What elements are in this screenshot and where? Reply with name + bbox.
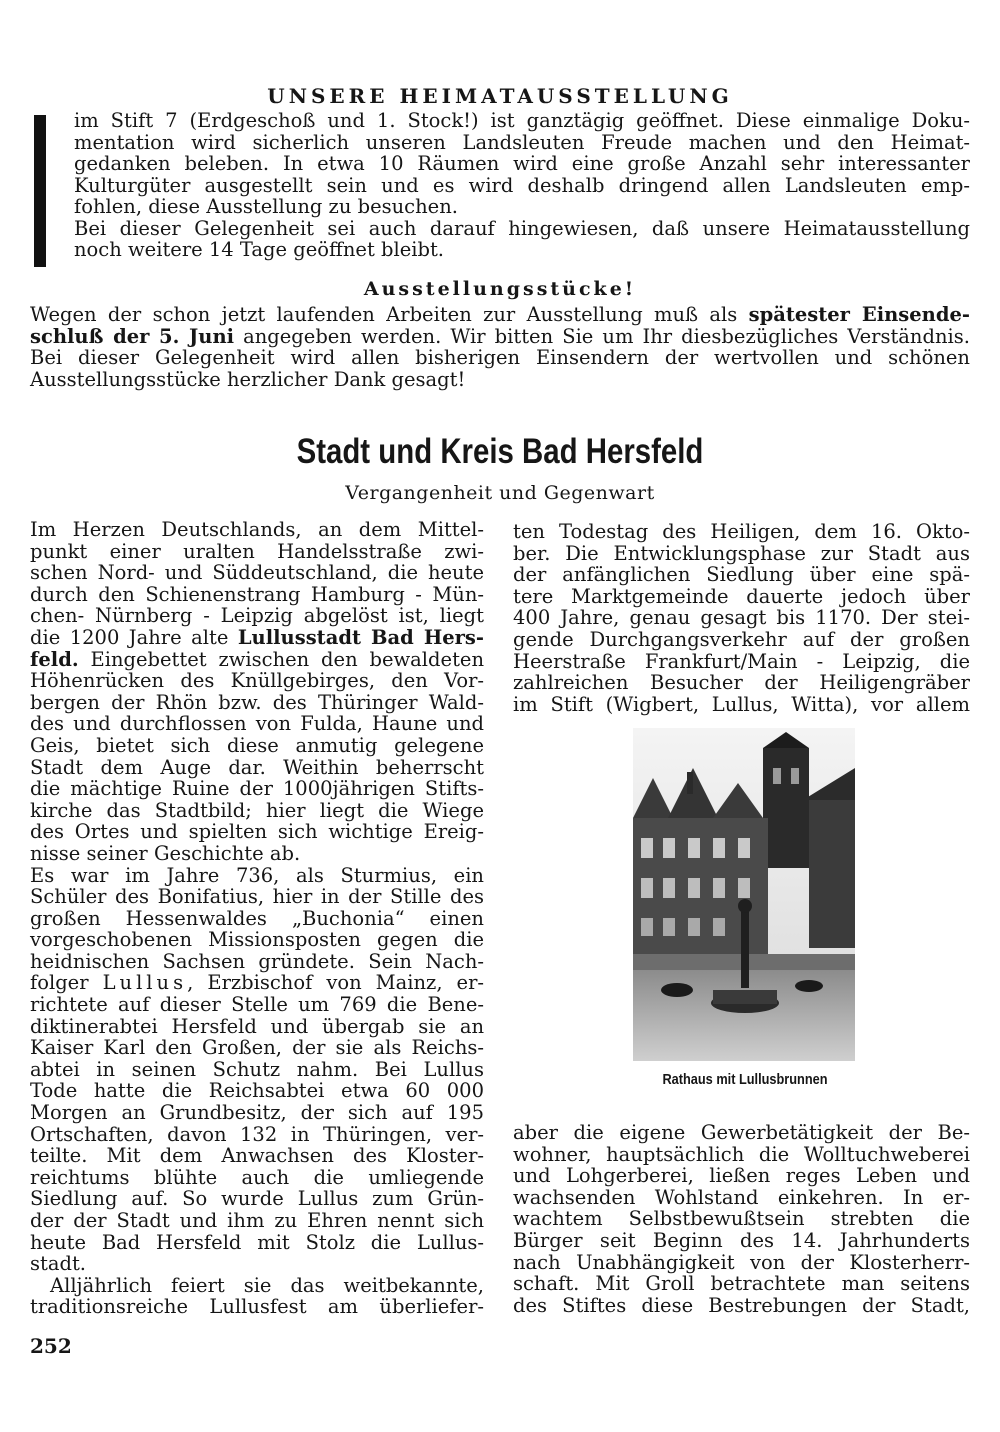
article-column-right-bottom (513, 1122, 970, 1316)
body-line: richtete auf dieser Stelle um 769 die Bene- (30, 993, 484, 1017)
article-title: Stadt und Kreis Bad Hersfeld (296, 432, 704, 471)
body-text: Eingebettet zwischen den bewaldeten (90, 647, 485, 671)
exhibits-deadline-date: schluß der 5. Juni (30, 324, 235, 348)
body-line: Alljährlich feiert sie das weitbekannte, (50, 1273, 484, 1297)
body-line: durch den Schienenstrang Hamburg - Mün- (30, 582, 484, 606)
exhibits-heading: Ausstellungsstücke! (363, 278, 637, 300)
body-text: folger (30, 971, 89, 995)
body-line: reichtums blühte auch die umliegende (30, 1165, 484, 1189)
body-line: teilte. Mit dem Anwachsen des Kloster- (30, 1144, 484, 1168)
notice-heading: UNSERE HEIMATAUSSTELLUNG (267, 84, 733, 108)
body-line: großen Hessenwaldes „Buchonia“ einen (30, 906, 484, 930)
body-line: schen Nord- und Süddeutschland, die heute (30, 561, 484, 585)
exhibits-text: angegeben werden. Wir bitten Sie um Ihr diesbezügliches Verständnis. (243, 324, 970, 348)
notice-line: fohlen, diese Ausstellung zu besuchen. (74, 195, 458, 218)
body-line: Heerstraße Frankfurt/Main - Leipzig, die (513, 649, 970, 673)
body-line: gende Durchgangsverkehr auf der großen (513, 627, 970, 651)
body-line: Ortschaften, davon 132 in Thüringen, ver- (30, 1122, 484, 1146)
body-line: des Stiftes diese Bestrebungen der Stadt, (513, 1293, 970, 1317)
body-line: Stadt dem Auge dar. Weithin beherrscht (30, 755, 484, 779)
body-line: diktinerabtei Hersfeld und übergab sie an (30, 1014, 484, 1038)
body-line: und Lohgerberei, ließen reges Leben und (513, 1164, 970, 1188)
article-column-left (30, 519, 484, 1318)
body-line: Es war im Jahre 736, als Sturmius, ein (30, 863, 484, 887)
body-line: Höhenrücken des Knüllgebirges, den Vor- (30, 669, 484, 693)
body-line: 400 Jahre, genau gesagt bis 1170. Der stei- (513, 606, 970, 630)
body-line: ber. Die Entwicklungsphase zur Stadt aus (513, 541, 970, 565)
body-line: nach Unabhängigkeit von der Klosterherr- (513, 1250, 970, 1274)
body-text: , Erzbischof von Mainz, er- (187, 971, 484, 995)
notice-line: mentation wird sicherlich unseren Landsleuten Freude machen und den Heimat- (74, 130, 970, 154)
body-line: wachsenden Wohlstand einkehren. In er- (513, 1185, 970, 1209)
body-line: tere Marktgemeinde dauerte jedoch über (513, 584, 970, 608)
exhibits-line (30, 304, 970, 326)
exhibits-paragraph (30, 304, 970, 390)
body-line: Im Herzen Deutschlands, an dem Mittel- (30, 518, 484, 541)
body-line: Bürger seit Beginn des 14. Jahrhunderts (513, 1228, 970, 1252)
body-line: aber die eigene Gewerbetätigkeit der Be- (513, 1121, 970, 1144)
body-line: Kaiser Karl den Großen, der sie als Reichs- (30, 1036, 484, 1060)
notice-box (34, 110, 972, 265)
body-line: vorgeschobenen Missionsposten gegen die (30, 928, 484, 952)
body-line: kirche das Stadtbild; hier liegt die Wiege (30, 798, 484, 822)
rathaus-photo-illustration (633, 728, 855, 1061)
body-line: ten Todestag des Heiligen, dem 16. Okto- (513, 520, 970, 543)
notice-line: im Stift 7 (Erdgeschoß und 1. Stock!) ist ganztägig geöffnet. Diese einmalige Doku- (74, 109, 970, 132)
body-line: schaft. Mit Groll betrachtete man seitens (513, 1272, 970, 1296)
body-line: chen- Nürnberg - Leipzig abgelöst ist, liegt (30, 604, 484, 628)
body-text: die 1200 Jahre alte (30, 625, 229, 649)
notice-line: gedanken beleben. In etwa 10 Räumen wird eine große Anzahl sehr interessanter (74, 152, 970, 175)
exhibits-deadline: spätester Einsende- (748, 303, 970, 326)
photo-caption: Rathaus mit Lullusbrunnen (662, 1071, 828, 1088)
body-line (30, 649, 484, 671)
body-bold-text: Lullusstadt Bad Hers- (237, 625, 484, 649)
body-line: bergen der Rhön bzw. des Thüringer Wald- (30, 690, 484, 714)
body-line: des Ortes und spielten sich wichtige Ereig- (30, 820, 484, 844)
exhibits-text: Wegen der schon jetzt laufenden Arbeiten zur Ausstellung muß als (30, 303, 738, 326)
body-spaced-name: Lullus (102, 971, 188, 995)
body-line: wachtem Selbstbewußtsein strebten die (513, 1207, 970, 1231)
exhibits-line: Bei dieser Gelegenheit wird allen bisherigen Einsendern der wertvollen und schönen (30, 346, 970, 369)
notice-paragraph (74, 110, 970, 261)
exhibits-line: Ausstellungsstücke herzlicher Dank gesagt! (30, 367, 466, 391)
body-line (30, 972, 484, 994)
body-line: nisse seiner Geschichte ab. (30, 841, 301, 865)
page-number: 252 (30, 1334, 72, 1358)
body-line: im Stift (Wigbert, Lullus, Witta), vor allem (513, 692, 970, 716)
article-subtitle: Vergangenheit und Gegenwart (345, 482, 655, 504)
body-line: die mächtige Ruine der 1000jährigen Stifts- (30, 777, 484, 801)
rathaus-photo (633, 728, 855, 1061)
body-line: traditionsreiche Lullusfest am überliefer- (30, 1295, 484, 1319)
notice-bar (34, 115, 46, 267)
body-line: wohner, hauptsächlich die Wolltuchweberei (513, 1142, 970, 1166)
body-line: Tode hatte die Reichsabtei etwa 60 000 (30, 1079, 484, 1103)
body-line: des und durchflossen von Fulda, Haune und (30, 712, 484, 736)
body-line: punkt einer uralten Handelsstraße zwi- (30, 539, 484, 563)
body-line (30, 627, 484, 649)
body-line: Morgen an Grundbesitz, der sich auf 195 (30, 1101, 484, 1125)
exhibits-line (30, 326, 970, 348)
body-line: heute Bad Hersfeld mit Stolz die Lullus- (30, 1230, 484, 1254)
body-line: der der Stadt und ihm zu Ehren nennt sich (30, 1209, 484, 1232)
notice-line: noch weitere 14 Tage geöffnet bleibt. (74, 238, 444, 261)
body-line: Schüler des Bonifatius, hier in der Stille des (30, 885, 484, 909)
notice-line: Bei dieser Gelegenheit sei auch darauf hingewiesen, daß unsere Heimatausstellung (74, 216, 970, 240)
article-column-right-top (513, 521, 970, 715)
body-line: abtei in seinen Schutz nahm. Bei Lullus (30, 1057, 484, 1081)
body-line: heidnischen Sachsen gründete. Sein Nach- (30, 949, 484, 973)
body-line: stadt. (30, 1252, 86, 1276)
body-line: der anfänglichen Siedlung über eine spä- (513, 563, 970, 587)
body-line: Siedlung auf. So wurde Lullus zum Grün- (30, 1187, 484, 1211)
body-line: zahlreichen Besucher der Heiligengräber (513, 671, 970, 695)
body-line: Geis, bietet sich diese anmutig gelegene (30, 733, 484, 757)
notice-line: Kulturgüter ausgestellt sein und es wird deshalb dringend allen Landsleuten emp- (74, 173, 970, 197)
body-bold-text: feld. (30, 647, 79, 671)
